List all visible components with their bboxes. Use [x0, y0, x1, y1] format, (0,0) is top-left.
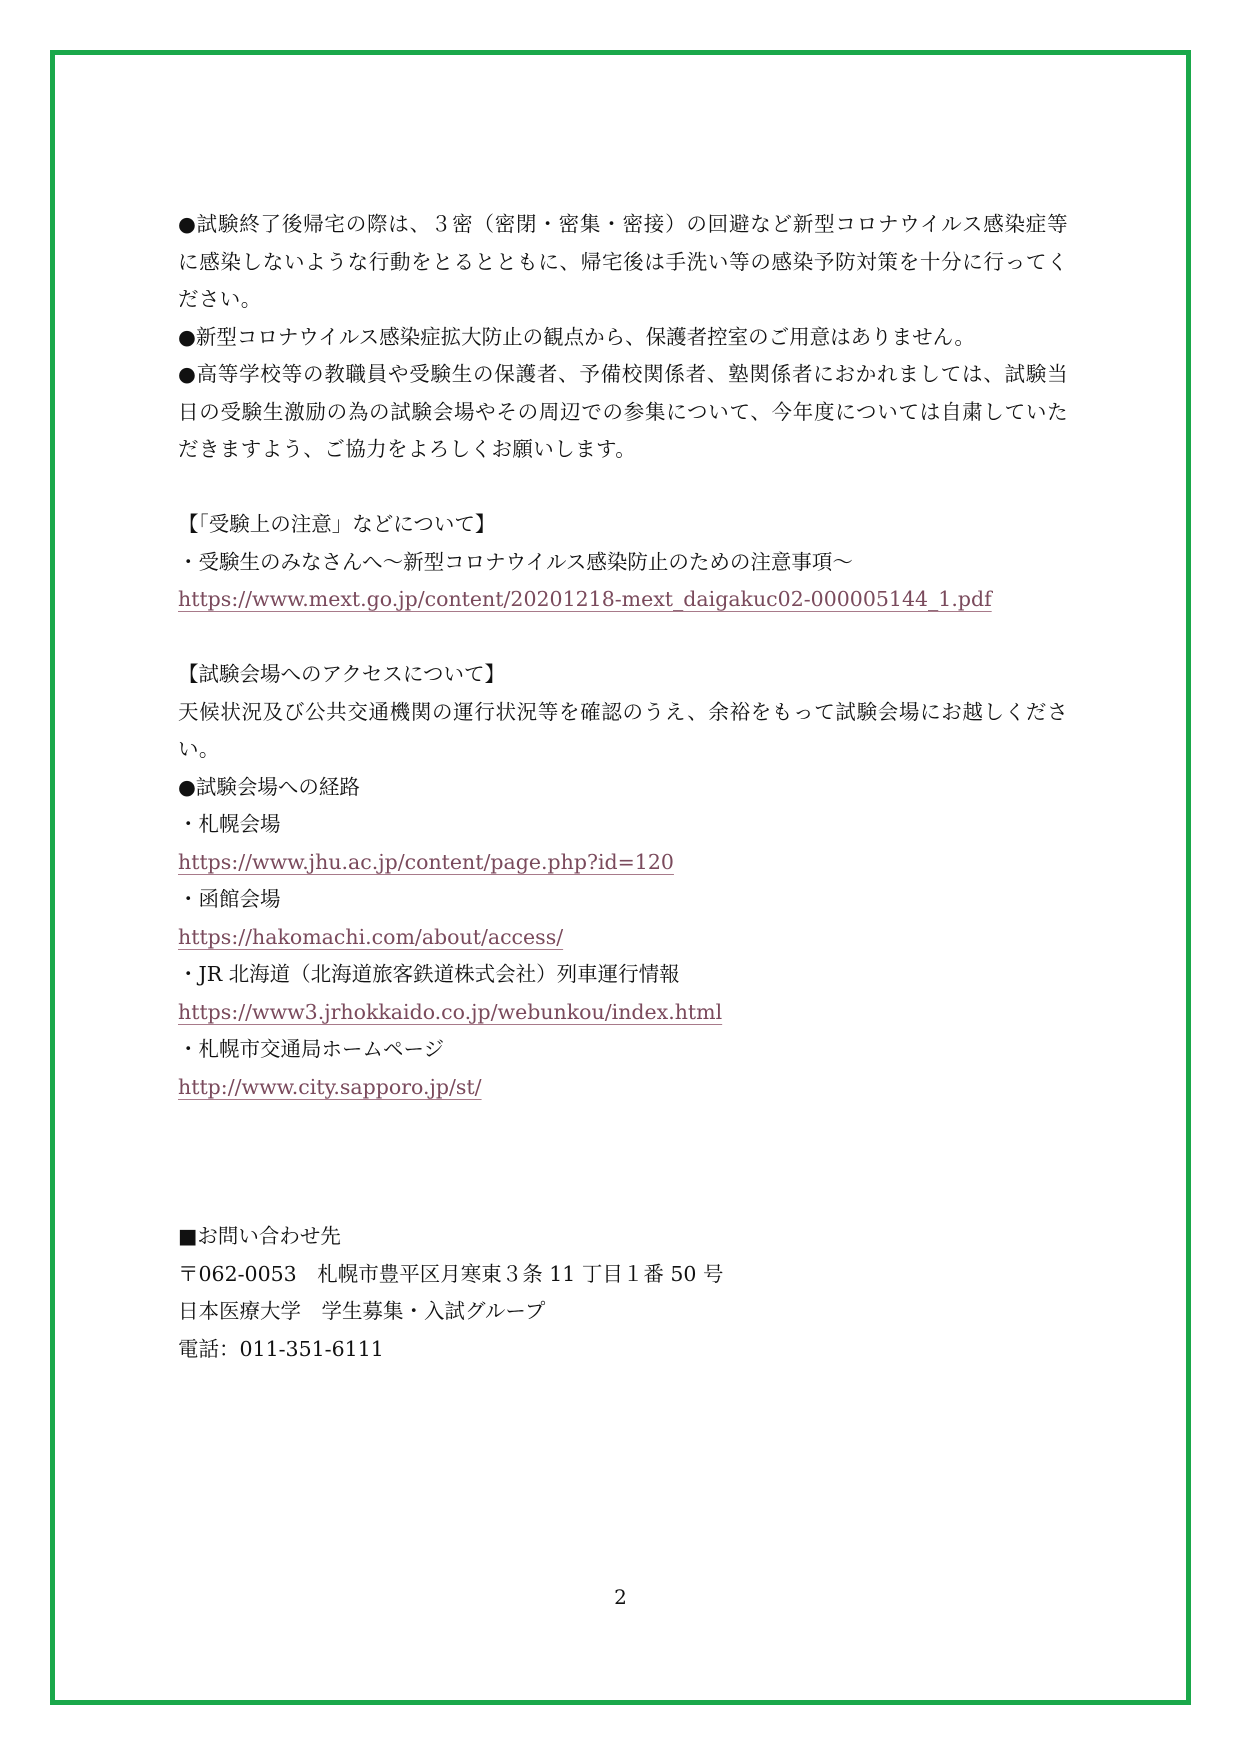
spacer: [178, 619, 1068, 657]
contact-organization: 日本医療大学 学生募集・入試グループ: [178, 1299, 546, 1323]
route-heading: ●試験会場への経路: [178, 774, 360, 799]
route-link-hakodate[interactable]: https://hakomachi.com/about/access/: [178, 924, 564, 949]
page-number: 2: [614, 1585, 627, 1609]
route-label-hakodate: ・函館会場: [178, 887, 281, 911]
route-link-sapporo-transport[interactable]: http://www.city.sapporo.jp/st/: [178, 1074, 482, 1099]
spacer: [178, 1106, 1068, 1218]
exam-notes-heading: 【「受験上の注意」などについて】: [178, 512, 496, 536]
contact-address: 〒062-0053 札幌市豊平区月寒東３条 11 丁目１番 50 号: [178, 1261, 724, 1286]
exam-notes-item: ・受験生のみなさんへ〜新型コロナウイルス感染防止のための注意事項〜: [178, 549, 853, 574]
exam-notes-link[interactable]: https://www.mext.go.jp/content/20201218-mext_daigakuc02-000005144_1.pdf: [178, 587, 992, 611]
route-link-jr-hokkaido[interactable]: https://www3.jrhokkaido.co.jp/webunkou/index.html: [178, 999, 723, 1024]
contact-phone: 電話：011-351-6111: [178, 1336, 384, 1361]
access-heading: 【試験会場へのアクセスについて】: [178, 662, 505, 686]
spacer: [178, 469, 1068, 507]
notice-paragraph: ●試験終了後帰宅の際は、３密（密閉・密集・密接）の回避など新型コロナウイルス感染症等に感染しないような行動をとるとともに、帰宅後は手洗い等の感染予防対策を十分に行ってください。: [178, 212, 1068, 311]
notice-paragraph: ●新型コロナウイルス感染症拡大防止の観点から、保護者控室のご用意はありません。: [178, 324, 975, 349]
notice-paragraph: ●高等学校等の教職員や受験生の保護者、予備校関係者、塾関係者におかれましては、試験当日の受験生激励の為の試験会場やその周辺での参集について、今年度については自粛していただきますよう、ご協力をよろしくお願いします。: [178, 362, 1068, 461]
route-label-sapporo-transport: ・札幌市交通局ホームページ: [178, 1037, 445, 1061]
route-label-jr-hokkaido: ・JR 北海道（北海道旅客鉄道株式会社）列車運行情報: [178, 962, 680, 986]
contact-heading: ■お問い合わせ先: [178, 1224, 341, 1248]
access-text: 天候状況及び公共交通機関の運行状況等を確認のうえ、余裕をもって試験会場にお越しください。: [178, 699, 1068, 761]
route-label-sapporo: ・札幌会場: [178, 812, 281, 836]
route-link-sapporo[interactable]: https://www.jhu.ac.jp/content/page.php?id=120: [178, 849, 674, 874]
document-body: [178, 206, 1068, 1368]
